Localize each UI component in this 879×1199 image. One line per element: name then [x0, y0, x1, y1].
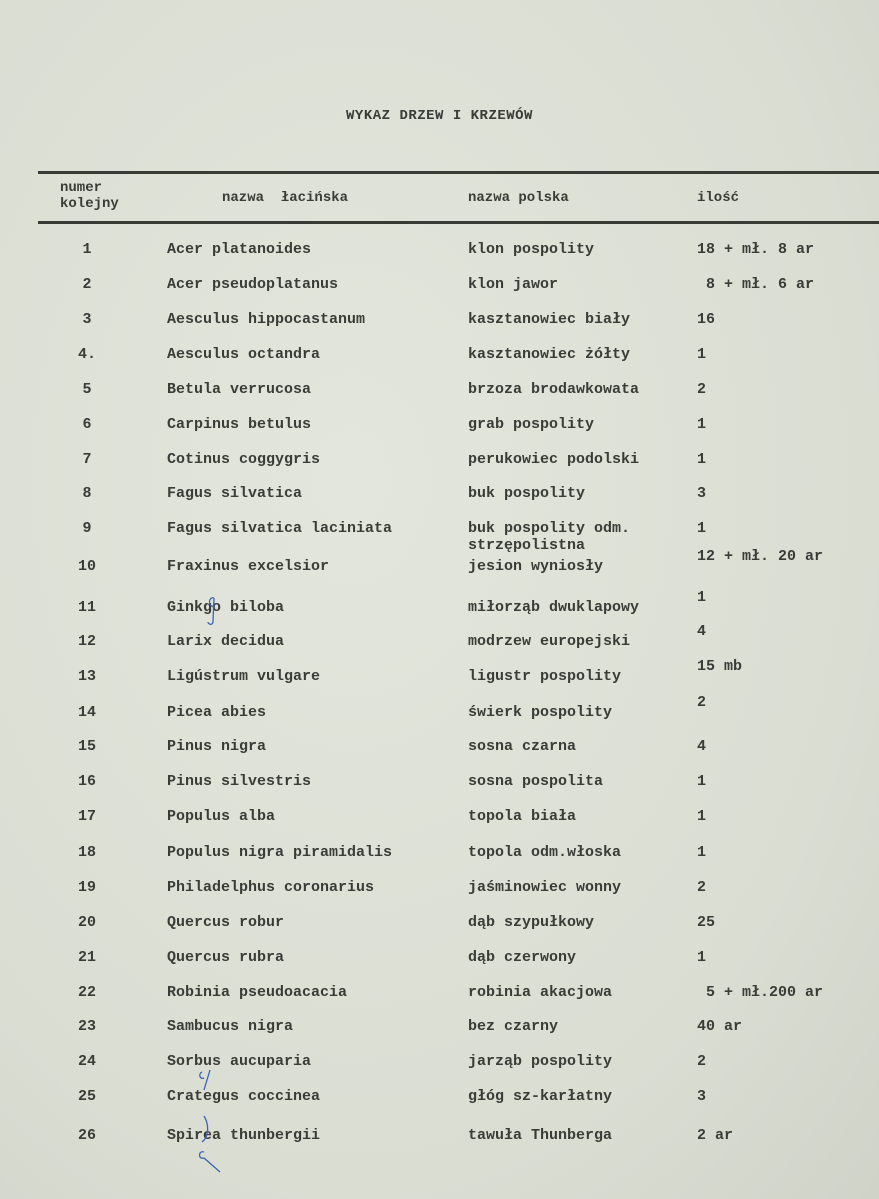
latin-name: Fagus silvatica: [167, 485, 303, 502]
latin-name: Pinus nigra: [167, 738, 267, 755]
polish-name: brzoza brodawkowata: [468, 381, 640, 398]
table-row: [0, 346, 879, 366]
quantity: 4: [697, 738, 707, 755]
polish-name: dąb czerwony: [468, 949, 577, 966]
polish-name: buk pospolity odm. strzępolistna: [468, 520, 631, 554]
row-number: 13: [77, 668, 96, 685]
table-row: [0, 623, 879, 653]
table-row: [0, 276, 879, 296]
row-number: 18: [77, 844, 96, 861]
row-number: 9: [82, 520, 92, 537]
latin-name: Fagus silvatica laciniata: [167, 520, 393, 537]
latin-name: Spirea thunbergii: [167, 1127, 321, 1144]
row-number: 14: [77, 704, 96, 721]
latin-name: Crategus coccinea: [167, 1088, 321, 1105]
quantity: 2: [697, 694, 707, 711]
table-row: [0, 589, 879, 619]
polish-name: topola biała: [468, 808, 577, 825]
polish-name: topola odm.włoska: [468, 844, 622, 861]
table-row: [0, 520, 879, 554]
row-number: 3: [82, 311, 92, 328]
polish-name: grab pospolity: [468, 416, 595, 433]
latin-name: Aesculus octandra: [167, 346, 321, 363]
table-row: [0, 984, 879, 1004]
polish-name: klon pospolity: [468, 241, 595, 258]
latin-name: Quercus rubra: [167, 949, 285, 966]
polish-name: tawuła Thunberga: [468, 1127, 613, 1144]
table-header-rule: [38, 221, 879, 224]
polish-name: bez czarny: [468, 1018, 559, 1035]
row-number: 12: [77, 633, 96, 650]
table-row: [0, 773, 879, 793]
quantity: 1: [697, 808, 707, 825]
quantity: 2: [697, 1053, 707, 1070]
quantity: 40 ar: [697, 1018, 743, 1035]
header-number-line1: numer: [60, 180, 103, 196]
latin-name: Ginkgo biloba: [167, 599, 285, 616]
header-quantity: ilość: [697, 190, 740, 206]
table-row: [0, 311, 879, 331]
row-number: 4.: [77, 346, 96, 363]
quantity: 3: [697, 485, 707, 502]
row-number: 15: [77, 738, 96, 755]
row-number: 10: [77, 558, 96, 575]
latin-name: Populus alba: [167, 808, 276, 825]
table-row: [0, 694, 879, 724]
polish-name: głóg sz-karłatny: [468, 1088, 613, 1105]
polish-name: sosna pospolita: [468, 773, 604, 790]
polish-name: buk pospolity: [468, 485, 586, 502]
row-number: 8: [82, 485, 92, 502]
latin-name: Cotinus coggygris: [167, 451, 321, 468]
quantity: 1: [697, 416, 707, 433]
handwritten-correction-mark: [190, 1068, 240, 1178]
polish-name: kasztanowiec żółty: [468, 346, 631, 363]
latin-name: Betula verrucosa: [167, 381, 312, 398]
row-number: 23: [77, 1018, 96, 1035]
row-number: 7: [82, 451, 92, 468]
quantity: 8 + mł. 6 ar: [697, 276, 815, 293]
row-number: 11: [77, 599, 96, 616]
latin-name: Ligústrum vulgare: [167, 668, 321, 685]
quantity: 5 + mł.200 ar: [697, 984, 824, 1001]
table-row: [0, 1053, 879, 1073]
table-row: [0, 416, 879, 436]
polish-name: jarząb pospolity: [468, 1053, 613, 1070]
polish-name: perukowiec podolski: [468, 451, 640, 468]
table-row: [0, 1018, 879, 1038]
quantity: 1: [697, 844, 707, 861]
table-top-rule: [38, 171, 879, 174]
quantity: 1: [697, 589, 707, 606]
latin-name: Robinia pseudoacacia: [167, 984, 348, 1001]
quantity: 18 + mł. 8 ar: [697, 241, 815, 258]
table-row: [0, 914, 879, 934]
row-number: 16: [77, 773, 96, 790]
polish-name: świerk pospolity: [468, 704, 613, 721]
latin-name: Larix decidua: [167, 633, 285, 650]
table-row: [0, 1127, 879, 1147]
header-polish: nazwa polska: [468, 190, 569, 206]
row-number: 2: [82, 276, 92, 293]
polish-name: jaśminowiec wonny: [468, 879, 622, 896]
polish-name: dąb szypułkowy: [468, 914, 595, 931]
table-row: [0, 548, 879, 578]
table-row: [0, 241, 879, 261]
header-number-line2: kolejny: [60, 196, 119, 212]
quantity: 1: [697, 451, 707, 468]
table-row: [0, 949, 879, 969]
header-number: [60, 180, 119, 212]
quantity: 1: [697, 346, 707, 363]
latin-name: Aesculus hippocastanum: [167, 311, 366, 328]
quantity: 2: [697, 381, 707, 398]
table-row: [0, 808, 879, 828]
latin-name: Sorbus aucuparia: [167, 1053, 312, 1070]
latin-name: Populus nigra piramidalis: [167, 844, 393, 861]
handwritten-correction-mark: [200, 592, 230, 632]
row-number: 17: [77, 808, 96, 825]
quantity: 2: [697, 879, 707, 896]
polish-name: modrzew europejski: [468, 633, 631, 650]
table-row: [0, 879, 879, 899]
row-number: 25: [77, 1088, 96, 1105]
polish-name: jesion wyniosły: [468, 558, 604, 575]
quantity: 2 ar: [697, 1127, 734, 1144]
latin-name: Picea abies: [167, 704, 267, 721]
quantity: 1: [697, 520, 707, 537]
polish-name: ligustr pospolity: [468, 668, 622, 685]
quantity: 25: [697, 914, 716, 931]
quantity: 16: [697, 311, 716, 328]
table-row: [0, 381, 879, 401]
table-row: [0, 658, 879, 688]
row-number: 19: [77, 879, 96, 896]
row-number: 1: [82, 241, 92, 258]
latin-name: Acer pseudoplatanus: [167, 276, 339, 293]
quantity: 12 + mł. 20 ar: [697, 548, 824, 565]
quantity: 15 mb: [697, 658, 743, 675]
latin-name: Pinus silvestris: [167, 773, 312, 790]
latin-name: Fraxinus excelsior: [167, 558, 330, 575]
table-row: [0, 738, 879, 758]
latin-name: Carpinus betulus: [167, 416, 312, 433]
row-number: 20: [77, 914, 96, 931]
quantity: 1: [697, 949, 707, 966]
document-title: WYKAZ DRZEW I KRZEWÓW: [346, 108, 533, 124]
row-number: 6: [82, 416, 92, 433]
table-row: [0, 844, 879, 864]
quantity: 3: [697, 1088, 707, 1105]
row-number: 26: [77, 1127, 96, 1144]
row-number: 21: [77, 949, 96, 966]
latin-name: Philadelphus coronarius: [167, 879, 375, 896]
polish-name: miłorząb dwuklapowy: [468, 599, 640, 616]
quantity: 1: [697, 773, 707, 790]
table-row: [0, 451, 879, 471]
polish-name: klon jawor: [468, 276, 559, 293]
row-number: 5: [82, 381, 92, 398]
row-number: 24: [77, 1053, 96, 1070]
table-row: [0, 1088, 879, 1108]
latin-name: Acer platanoides: [167, 241, 312, 258]
quantity: 4: [697, 623, 707, 640]
header-latin: nazwa łacińska: [222, 190, 349, 206]
polish-name: sosna czarna: [468, 738, 577, 755]
polish-name: robinia akacjowa: [468, 984, 613, 1001]
polish-name: kasztanowiec biały: [468, 311, 631, 328]
row-number: 22: [77, 984, 96, 1001]
latin-name: Sambucus nigra: [167, 1018, 294, 1035]
table-row: [0, 485, 879, 505]
latin-name: Quercus robur: [167, 914, 285, 931]
